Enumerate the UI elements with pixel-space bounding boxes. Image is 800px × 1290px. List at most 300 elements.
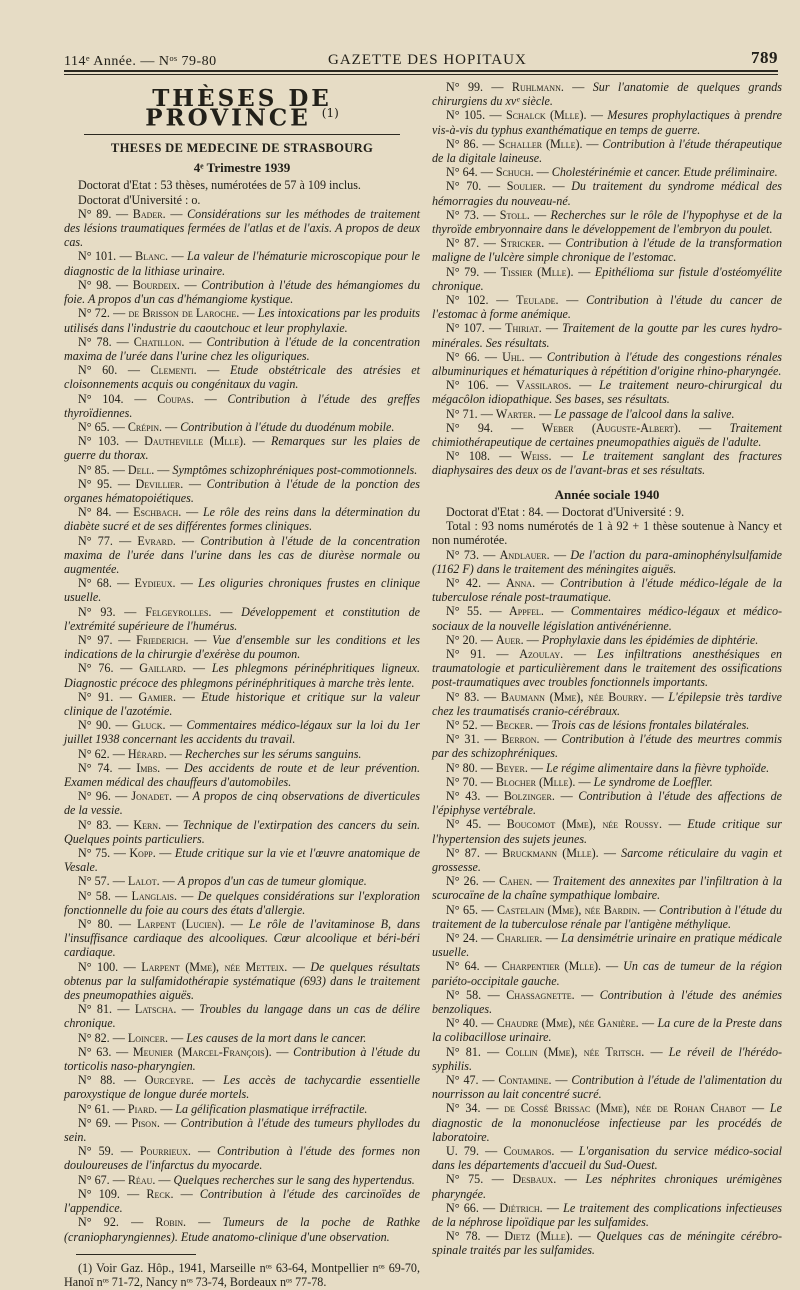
entry-title: Vue d'ensemble sur les conditions et les indications de la chirurgie d'exérèse du poumon.: [64, 632, 421, 662]
thesis-entry: N° 64. — Schuch. — Cholestérinémie et cancer. Etude préliminaire.: [446, 165, 778, 180]
entry-number: N° 80.: [446, 760, 478, 775]
entry-number: N° 66.: [446, 1200, 479, 1215]
entry-author: Bourdeix.: [132, 277, 180, 292]
entry-number: N° 95.: [78, 476, 113, 491]
thesis-entry: N° 31. — Berron. — Contribution à l'étude des meurtres commis par des schizophréniques.: [432, 732, 782, 761]
entry-author: Andlauer.: [499, 547, 550, 562]
entry-title: Prophylaxie dans les épidémies de diphtérie.: [541, 632, 759, 647]
entry-title: Contribution à l'étude du traitement de la tuberculose rénale par l'antigène méthylique.: [432, 902, 783, 931]
entry-author: Collin (Mme), née Tritsch.: [505, 1044, 645, 1059]
entry-author: Cahen.: [499, 874, 533, 889]
entry-title: Contribution à l'étude thérapeutique de la digitale laineuse.: [432, 136, 782, 166]
entry-author: Eschbach.: [133, 505, 182, 520]
entry-number: N° 57.: [78, 874, 110, 889]
thesis-entry: N° 47. — Contamine. — Contribution à l'étude de l'alimentation du nourrisson au lait concentré sucré.: [432, 1073, 783, 1102]
entry-title: Technique de l'extirpation des cancers du sein. Quelques points particuliers.: [64, 817, 421, 846]
entry-number: N° 98.: [78, 277, 112, 292]
entry-title: Le diagnostic de la mononucléose infectieuse par les procédés de laboratoire.: [432, 1101, 783, 1144]
entry-number: N° 58.: [446, 987, 482, 1002]
entry-number: N° 105.: [446, 108, 486, 123]
thesis-entry: N° 78. — Chatillon. — Contribution à l'étude de la concentration maxima de l'urée dans l'urine chez les oliguriques.: [64, 334, 421, 363]
entry-title: Contribution à l'étude des affections de l'épiphyse vertébrale.: [432, 788, 783, 818]
entry-author: Weiss.: [520, 449, 552, 464]
entry-number: N° 34.: [446, 1101, 481, 1116]
thesis-entry: N° 61. — Piard. — La gélification plasmatique irréfractile.: [78, 1101, 368, 1116]
entry-author: Berron.: [501, 732, 540, 747]
entry-author: Dell.: [127, 462, 155, 477]
entry-author: Soulier.: [506, 179, 546, 194]
thesis-entry: N° 26. — Cahen. — Traitement des annexites par l'infiltration à la scurocaïne de la chaîne sympathique lombaire.: [432, 874, 783, 903]
thesis-entry: N° 67. — Réau. — Quelques recherches sur le sang des hypertendus.: [78, 1172, 415, 1187]
thesis-entry: N° 104. — Coupas. — Contribution à l'étude des greffes thyroïdiennes.: [64, 391, 421, 420]
entry-author: Weber (Auguste-Albert).: [541, 420, 681, 435]
entry-number: N° 88.: [78, 1073, 116, 1088]
thesis-entry: N° 24. — Charlier. — La densimétrie urinaire en pratique médicale usuelle.: [432, 930, 783, 960]
thesis-entry: N° 65. — Crépin. — Contribution à l'étude du duodénum mobile.: [78, 419, 395, 434]
thesis-entry: N° 82. — Loincer. — Les causes de la mort dans le cancer.: [78, 1030, 367, 1045]
thesis-entry: N° 73. — Andlauer. — De l'action du para-aminophénylsulfamide (1162 F) dans le traitement des méningites aiguës.: [432, 547, 782, 576]
left-column: [64, 80, 420, 1290]
entry-title: Les oliguries chroniques frustes en clinique usuelle.: [64, 576, 421, 605]
entry-title: De quelques résultats obtenus par la sulfamidothérapie systématique (693) dans le traitement des pneumopathies aiguës.: [64, 959, 420, 1003]
entry-number: N° 85.: [78, 462, 110, 477]
thesis-entry: N° 65. — Castelain (Mme), née Bardin. — Contribution à l'étude du traitement de la tuberculose rénale par l'antigène méthylique.: [432, 902, 783, 931]
entry-title: Les causes de la mort dans le cancer.: [186, 1030, 367, 1045]
thesis-entry: N° 80. — Beyer. — Le régime alimentaire dans la fièvre typhoïde.: [446, 760, 770, 775]
entry-author: Beyer.: [495, 760, 528, 775]
entry-title: Contribution à l'étude du duodénum mobile.: [180, 419, 395, 434]
thesis-entry: N° 42. — Anna. — Contribution à l'étude médico-légale de la tuberculose rénale post-traumatique.: [432, 575, 783, 605]
entry-title: Contribution à l'étude du torticolis naso-pharyngien.: [64, 1044, 421, 1074]
page-number: 789: [751, 48, 778, 67]
entry-title: Tumeurs de la poche de Rathke (craniopharyngiennes). Etude anatomo-clinique d'une observation.: [64, 1215, 420, 1244]
entry-number: N° 67.: [78, 1172, 110, 1187]
entry-author: Loincer.: [127, 1030, 169, 1045]
entry-number: N° 77.: [78, 533, 113, 548]
entry-number: N° 55.: [446, 604, 483, 619]
entry-author: Warter.: [495, 406, 537, 421]
footnote: (1) Voir Gaz. Hôp., 1941, Marseille nᵒˢ 63-64, Montpellier nᵒˢ 69-70, Hanoï nᵒˢ 71-72, Nancy nᵒˢ 73-74, Bordeaux nᵒˢ 77-78.: [64, 1260, 420, 1290]
entry-author: Meunier (Marcel-François).: [132, 1044, 272, 1059]
entry-title: Contribution à l'étude des anémies benzoliques.: [432, 987, 783, 1016]
title-rule: [84, 134, 400, 135]
entry-number: N° 97.: [78, 632, 113, 647]
entry-number: N° 87.: [446, 236, 480, 251]
entry-title: Contribution à l'étude de la transformation maligne de l'ulcère simple chronique de l'estomac.: [432, 236, 783, 265]
entry-title: Le syndrome de Loeffler.: [593, 774, 713, 789]
entry-title: Du traitement du syndrome médical des hémorragies du nouveau-né.: [432, 179, 782, 208]
entry-title: Contribution à l'étude des meurtres commis par des schizophréniques.: [432, 732, 782, 761]
entry-number: N° 47.: [446, 1073, 479, 1088]
entry-number: N° 91.: [78, 689, 114, 704]
entry-author: Clementi.: [150, 363, 197, 378]
entry-author: Becker.: [495, 717, 534, 732]
thesis-entry: N° 63. — Meunier (Marcel-François). — Contribution à l'étude du torticolis naso-pharyngien.: [64, 1044, 421, 1074]
entry-title: Symptômes schizophréniques post-commotionnels.: [172, 462, 418, 477]
thesis-entry: N° 60. — Clementi. — Etude obstétricale des atrésies et cloisonnements acquis ou congénitaux du vagin.: [64, 363, 420, 392]
entry-title: Des accidents de route et de leur prévention. Examen médical des chauffeurs d'automobiles.: [64, 760, 420, 789]
entry-author: Dautheville (Mlle).: [144, 434, 247, 449]
stat-line: Doctorat d'Etat : 84. — Doctorat d'Université : 9.: [446, 504, 685, 519]
entry-author: Baumann (Mme), née Bourry.: [500, 689, 647, 704]
entry-author: Blocher (Mlle).: [495, 774, 576, 789]
entry-title: Les intoxications par les produits utilisés dans l'industrie du caoutchouc et leur prophylaxie.: [64, 306, 421, 335]
entry-title: Un cas de tumeur de la région pariéto-occipitale gauche.: [432, 959, 782, 988]
thesis-entry: N° 93. — Felgeyrolles. — Développement et constitution de l'extrémité supérieure de l'humérus.: [64, 604, 421, 633]
thesis-entry: U. 79. — Coumaros. — L'organisation du service médico-social dans les départements d'accueil du Sud-Ouest.: [432, 1144, 783, 1173]
entry-title: Les phlegmons périnéphritiques ligneux. Diagnostic précoce des phlegmons périnéphritiques à marche très lente.: [64, 661, 421, 690]
thesis-entry: N° 102. — Teulade. — Contribution à l'étude du cancer de l'estomac à forme anémique.: [432, 293, 782, 322]
entry-number: N° 78.: [78, 334, 112, 349]
thesis-entry: N° 59. — Pourrieux. — Contribution à l'étude des formes non douloureuses de l'infarctus du myocarde.: [64, 1144, 420, 1173]
entry-author: Contamine.: [498, 1073, 552, 1088]
entry-title: Le réveil de l'hérédo-syphilis.: [432, 1044, 783, 1073]
thesis-entry: N° 62. — Hérard. — Recherches sur les sérums sanguins.: [78, 746, 362, 761]
entry-author: Friederich.: [136, 632, 189, 647]
thesis-entry: N° 97. — Friederich. — Vue d'ensemble sur les conditions et les indications de la chirurgie d'exérèse du poumon.: [64, 632, 421, 662]
entry-author: Schaller (Mlle).: [498, 136, 583, 151]
entry-title: Contribution à l'étude de l'alimentation du nourrisson au lait concentré sucré.: [432, 1073, 783, 1102]
entry-author: Chatillon.: [133, 334, 185, 349]
stat-line: Total : 93 noms numérotés de 1 à 92 + 1 thèse soutenue à Nancy et non numérotée.: [432, 519, 782, 548]
thesis-entry: N° 106. — Vassilaros. — Le traitement neuro-chirurgical du mégacôlon idiopathique. Ses bases, ses résultats.: [432, 378, 783, 407]
entry-number: N° 73.: [446, 207, 480, 222]
entry-title: L'épilepsie très tardive chez les traumatisés cranio-cérébraux.: [432, 689, 783, 718]
running-header: [64, 48, 778, 72]
entry-number: N° 45.: [446, 817, 482, 832]
entry-author: Anna.: [506, 575, 536, 590]
entry-number: N° 83.: [78, 817, 112, 832]
entry-author: Kopp.: [129, 846, 156, 861]
entry-title: La valeur de l'hématurie microscopique pour le diagnostic de la lithiase urinaire.: [64, 249, 420, 278]
right-column: [432, 80, 782, 1258]
entry-title: Traitement de la goutte par les cures hydro-minérales. Ses résultats.: [432, 321, 783, 350]
entry-author: Appfel.: [509, 604, 544, 619]
header-rule-thin: [64, 74, 778, 75]
entry-number: N° 82.: [78, 1030, 110, 1045]
entry-number: N° 70.: [446, 774, 478, 789]
entry-author: Felgeyrolles.: [145, 604, 212, 619]
entry-author: Bader.: [132, 206, 166, 221]
thesis-entry: N° 20. — Auer. — Prophylaxie dans les épidémies de diphtérie.: [446, 632, 759, 647]
entry-author: Gluck.: [132, 718, 166, 733]
thesis-entry: N° 34. — de Cossé Brissac (Mme), née de Rohan Chabot — Le diagnostic de la mononucléose infectieuse par les procédés de laboratoire.: [432, 1101, 783, 1144]
thesis-entry: N° 85. — Dell. — Symptômes schizophréniques post-commotionnels.: [78, 462, 418, 477]
entry-number: N° 86.: [446, 136, 479, 151]
entry-author: Azoulay.: [519, 646, 564, 661]
entry-title: La densimétrie urinaire en pratique médicale usuelle.: [432, 930, 783, 960]
entry-number: N° 76.: [78, 661, 114, 676]
entry-number: N° 109.: [78, 1186, 120, 1201]
thesis-entry: N° 40. — Chaudre (Mme), née Ganière. — La cure de la Preste dans la colibacillose urinaire.: [432, 1016, 783, 1045]
entry-title: Troubles du langage dans un cas de délire chronique.: [64, 1002, 420, 1031]
entry-title: A propos de cinq observations de diverticules de la vessie.: [64, 789, 421, 818]
thesis-entry: N° 64. — Charpentier (Mlle). — Un cas de tumeur de la région pariéto-occipitale gauche.: [432, 959, 782, 988]
thesis-entry: N° 77. — Evrard. — Contribution à l'étude de la concentration maxima de l'urée dans l'urine dans les cas de diurèse normale ou augmentée.: [64, 533, 420, 576]
entry-number: N° 91.: [446, 646, 486, 661]
thesis-entry: N° 68. — Eydieux. — Les oliguries chroniques frustes en clinique usuelle.: [64, 576, 421, 605]
thesis-entry: N° 81. — Latscha. — Troubles du langage dans un cas de délire chronique.: [64, 1002, 420, 1031]
entry-author: Charpentier (Mlle).: [501, 959, 602, 974]
entry-author: Latscha.: [134, 1002, 177, 1017]
thesis-entry: N° 83. — Baumann (Mme), née Bourry. — L'épilepsie très tardive chez les traumatisés cranio-cérébraux.: [432, 689, 783, 718]
entry-title: Etude historique et critique sur la valeur clinique de l'azotémie.: [64, 689, 421, 718]
entry-author: Stricker.: [500, 236, 545, 251]
entry-author: Boucomot (Mme), née Roussy.: [506, 817, 662, 832]
entry-title: Contribution à l'étude de la concentration maxima de l'urée dans l'urine dans les cas de diurèse normale ou augmentée.: [64, 533, 420, 576]
entry-number: N° 87.: [446, 845, 480, 860]
entry-number: N° 107.: [446, 321, 485, 336]
thesis-entry: N° 96. — Jonadet. — A propos de cinq observations de diverticules de la vessie.: [64, 789, 421, 818]
entry-author: Desbaux.: [512, 1172, 557, 1187]
thesis-entry: N° 83. — Kern. — Technique de l'extirpation des cancers du sein. Quelques points particuliers.: [64, 817, 421, 846]
entry-title: Le rôle des reins dans la détermination du diabète sucré et de ses différentes formes cliniques.: [64, 505, 420, 534]
entry-author: Langlais.: [131, 888, 178, 903]
thesis-list: [432, 80, 782, 478]
entry-author: Ourceyre.: [144, 1073, 194, 1088]
entry-title: Commentaires médico-légaux sur la loi du 1er juillet 1938 concernant les accidents du travail.: [64, 718, 420, 747]
entry-number: N° 69.: [78, 1115, 111, 1130]
entry-number: N° 20.: [446, 632, 478, 647]
entry-title: Contribution à l'étude des formes non douloureuses de l'infarctus du myocarde.: [64, 1144, 420, 1173]
entry-number: N° 94.: [446, 420, 493, 435]
entry-number: N° 70.: [446, 179, 482, 194]
entry-author: Dietz (Mlle).: [504, 1229, 573, 1244]
entry-author: Ruhlmann.: [511, 80, 564, 94]
thesis-entry: N° 75. — Kopp. — Etude critique sur la vie et l'œuvre anatomique de Vesale.: [64, 846, 420, 875]
entry-number: N° 68.: [78, 576, 112, 591]
entry-author: Piard.: [127, 1101, 158, 1116]
entry-author: Robin.: [155, 1215, 187, 1230]
entry-number: N° 106.: [446, 378, 489, 393]
thesis-entry: N° 75. — Desbaux. — Les néphrites chroniques urémigènes pharyngée.: [432, 1172, 782, 1201]
entry-title: Le traitement des complications infectieuses de la néphrose lipoïdique par les sulfamides.: [432, 1200, 782, 1230]
entry-author: Diétrich.: [499, 1200, 543, 1215]
entry-title: Quelques recherches sur le sang des hypertendus.: [173, 1172, 415, 1187]
entry-author: Pison.: [131, 1115, 160, 1130]
entry-number: N° 75.: [78, 846, 111, 861]
entry-number: N° 42.: [446, 575, 482, 590]
entry-author: Crépin.: [127, 419, 163, 434]
entry-author: Bolzinger.: [503, 788, 555, 803]
entry-number: N° 108.: [446, 449, 490, 464]
thesis-entry: N° 105. — Schalck (Mlle). — Mesures prophylactiques à prendre vis-à-vis du typhus exanthématique en temps de guerre.: [432, 108, 782, 137]
entry-title: L'organisation du service médico-social dans les départements d'accueil du Sud-Ouest.: [432, 1144, 783, 1173]
entry-title: Le rôle de l'avitaminose B, dans l'insuffisance cardiaque des alcooliques. Cœur alcoolique et béri-béri cardiaque.: [64, 917, 421, 960]
thesis-entry: N° 70. — Soulier. — Du traitement du syndrome médical des hémorragies du nouveau-né.: [432, 179, 782, 208]
entry-number: N° 89.: [78, 206, 112, 221]
entry-author: Lalot.: [127, 874, 160, 889]
entry-author: Uhl.: [502, 349, 525, 364]
thesis-entry: N° 99. — Ruhlmann. — Sur l'anatomie de quelques grands chirurgiens du xvᵉ siècle.: [432, 80, 782, 109]
entry-author: Larpent (Lucien).: [137, 917, 225, 932]
entry-number: N° 75.: [446, 1172, 484, 1187]
entry-number: N° 52.: [446, 717, 478, 732]
entry-title: Contribution à l'étude des greffes thyroïdiennes.: [64, 391, 421, 420]
entry-number: N° 81.: [78, 1002, 113, 1017]
entry-number: N° 79.: [446, 264, 480, 279]
faculty-heading: THESES DE MEDECINE DE STRASBOURG: [110, 141, 374, 156]
entry-author: Jonadet.: [131, 789, 173, 804]
entry-title: Contribution à l'étude du cancer de l'estomac à forme anémique.: [432, 293, 782, 322]
entry-number: N° 93.: [78, 604, 116, 619]
entry-title: Les néphrites chroniques urémigènes pharyngée.: [432, 1172, 782, 1201]
entry-number: N° 66.: [446, 349, 480, 364]
entry-title: Le traitement neuro-chirurgical du mégacôlon idiopathique. Ses bases, ses résultats.: [432, 378, 783, 407]
entry-number: N° 65.: [446, 902, 479, 917]
entry-title: Trois cas de lésions frontales bilatérales.: [551, 717, 750, 732]
thesis-entry: N° 100. — Larpent (Mme), née Metteix. — De quelques résultats obtenus par la sulfamidothérapie systématique (693) dans le traitement des pneumopathies aiguës.: [64, 959, 420, 1003]
section-heading: Année sociale 1940: [554, 486, 660, 502]
entry-title: Quelques cas de méningite cérébro-spinale traités par les sulfamides.: [432, 1229, 783, 1258]
thesis-entry: N° 80. — Larpent (Lucien). — Le rôle de l'avitaminose B, dans l'insuffisance cardiaque des alcooliques. Cœur alcoolique et béri-béri cardiaque.: [64, 917, 421, 960]
entry-title: Contribution à l'étude médico-légale de la tuberculose rénale post-traumatique.: [432, 575, 783, 605]
entry-number: N° 96.: [78, 789, 111, 804]
entry-title: Le traitement sanglant des fractures diaphysaires des deux os de l'avant-bras et ses résultats.: [432, 449, 782, 478]
entry-title: Le passage de l'alcool dans la salive.: [554, 406, 735, 421]
entry-title: Remarques sur les plaies de guerre du thorax.: [64, 434, 420, 463]
entry-author: Thiriat.: [505, 321, 542, 336]
thesis-entry: N° 90. — Gluck. — Commentaires médico-légaux sur la loi du 1er juillet 1938 concernant les accidents du travail.: [64, 718, 420, 747]
entry-title: Recherches sur le rôle de l'hypophyse et de la thyroïde embryonnaire dans le développement de l'embryon du poulet.: [432, 207, 782, 237]
thesis-entry: N° 70. — Blocher (Mlle). — Le syndrome de Loeffler.: [446, 774, 713, 789]
entry-title: Traitement des annexites par l'infiltration à la scurocaïne de la chaîne sympathique lombaire.: [432, 874, 783, 903]
entry-author: Reck.: [146, 1186, 174, 1201]
entry-title: De l'action du para-aminophénylsulfamide (1162 F) dans le traitement des méningites aiguës.: [432, 547, 782, 576]
header-rule: [64, 70, 778, 72]
entry-author: Schalck (Mlle).: [506, 108, 587, 123]
entry-author: Chaudre (Mme), née Ganière.: [496, 1016, 639, 1031]
thesis-entry: N° 72. — de Brisson de Laroche. — Les intoxications par les produits utilisés dans l'industrie du caoutchouc et leur prophylaxie.: [64, 306, 421, 335]
entry-title: Contribution à l'étude des congestions rénales albuminuriques et hématuriques à répétition d'origine rhino-pharyngée.: [432, 349, 783, 379]
entry-title: Sur l'anatomie de quelques grands chirurgiens du xvᵉ siècle.: [432, 80, 782, 109]
entry-author: Gaillard.: [139, 661, 187, 676]
entry-author: Gamier.: [138, 689, 177, 704]
stat-line: Doctorat d'Etat : 53 thèses, numérotées de 57 à 109 inclus.: [78, 178, 361, 193]
entry-number: N° 101.: [78, 249, 117, 264]
thesis-entry: N° 52. — Becker. — Trois cas de lésions frontales bilatérales.: [446, 717, 750, 732]
issue-label: 114ᵉ Année. — Nᵒˢ 79-80: [64, 54, 217, 69]
entry-number: N° 102.: [446, 293, 489, 308]
thesis-entry: N° 107. — Thiriat. — Traitement de la goutte par les cures hydro-minérales. Ses résultats.: [432, 321, 783, 350]
entry-title: Contribution à l'étude des carcinoïdes de l'appendice.: [64, 1186, 420, 1216]
entry-title: La cure de la Preste dans la colibacillose urinaire.: [432, 1016, 783, 1045]
entry-title: Développement et constitution de l'extrémité supérieure de l'humérus.: [64, 604, 421, 633]
entry-author: de Brisson de Laroche.: [128, 306, 240, 321]
entry-number: N° 72.: [78, 306, 110, 321]
thesis-entry: N° 108. — Weiss. — Le traitement sanglant des fractures diaphysaires des deux os de l'avant-bras et ses résultats.: [432, 449, 782, 478]
entry-title: Contribution à l'étude de la ponction des organes hématopoiétiques.: [64, 476, 421, 505]
entry-number: N° 59.: [78, 1144, 114, 1159]
entry-number: N° 90.: [78, 718, 112, 733]
thesis-entry: N° 73. — Stoll. — Recherches sur le rôle de l'hypophyse et de la thyroïde embryonnaire dans le développement de l'embryon du poulet.: [432, 207, 782, 237]
entry-number: N° 63.: [78, 1044, 112, 1059]
entry-number: N° 64.: [446, 165, 478, 180]
entry-author: Teulade.: [516, 293, 559, 308]
entry-title: Traitement chimiothérapeutique de certaines pneumopathies aiguës de l'adulte.: [432, 420, 783, 450]
footnote-marker: (1): [321, 106, 339, 121]
thesis-entry: N° 94. — Weber (Auguste-Albert). — Traitement chimiothérapeutique de certaines pneumopathies aiguës de l'adulte.: [432, 420, 783, 450]
entry-title: Considérations sur les méthodes de traitement des lésions traumatiques fermées de l'atlas et de l'axis. A propos de deux cas.: [64, 206, 420, 250]
thesis-entry: N° 91. — Gamier. — Etude historique et critique sur la valeur clinique de l'azotémie.: [64, 689, 421, 718]
entry-author: Vassilaros.: [516, 378, 572, 393]
thesis-entry: N° 69. — Pison. — Contribution à l'étude des tumeurs phyllodes du sein.: [64, 1115, 420, 1145]
entry-author: Coupas.: [157, 391, 194, 406]
entry-number: N° 31.: [446, 732, 480, 747]
entry-title: Sarcome réticulaire du vagin et grossesse.: [432, 845, 782, 874]
entry-number: N° 92.: [78, 1215, 119, 1230]
entry-number: N° 43.: [446, 788, 481, 803]
main-title: THÈSES DE PROVINCE $^{(1)}$: [145, 85, 339, 132]
entry-author: Larpent (Mme), née Metteix.: [141, 959, 288, 974]
entry-author: Coumaros.: [503, 1144, 555, 1159]
entry-author: Eydieux.: [134, 576, 176, 591]
entry-number: N° 24.: [446, 930, 478, 945]
stat-line: Doctorat d'Université : o.: [78, 192, 201, 207]
thesis-entry: N° 103. — Dautheville (Mlle). — Remarques sur les plaies de guerre du thorax.: [64, 434, 420, 463]
thesis-entry: N° 76. — Gaillard. — Les phlegmons périnéphritiques ligneux. Diagnostic précoce des phlegmons périnéphritiques à marche très lente.: [64, 661, 421, 690]
thesis-entry: N° 57. — Lalot. — A propos d'un cas de tumeur glomique.: [78, 874, 367, 889]
entry-author: Castelain (Mme), née Bardin.: [496, 902, 641, 917]
thesis-list: [432, 548, 782, 1258]
thesis-entry: N° 95. — Devillier. — Contribution à l'étude de la ponction des organes hématopoiétiques.: [64, 476, 421, 505]
entry-author: Auer.: [495, 632, 524, 647]
entry-number: N° 78.: [446, 1229, 481, 1244]
entry-title: Les infiltrations anesthésiques en traumatologie et particulièrement dans le traitement des ossifications post-traumatiques avec troubles fonctionnels importants.: [432, 646, 782, 690]
entry-number: N° 65.: [78, 419, 110, 434]
footnote-rule: [76, 1254, 196, 1255]
entry-title: Etude critique sur l'hypertension des sujets jeunes.: [432, 817, 783, 846]
entry-number: U. 79.: [446, 1144, 479, 1159]
thesis-entry: N° 81. — Collin (Mme), née Tritsch. — Le réveil de l'hérédo-syphilis.: [432, 1044, 783, 1073]
entry-author: Bruckmann (Mlle).: [502, 845, 599, 860]
entry-author: Kern.: [133, 817, 162, 832]
entry-author: Stoll.: [499, 207, 530, 222]
entry-number: N° 71.: [446, 406, 478, 421]
entry-title: De quelques considérations sur l'exploration fonctionnelle du foie au cours des états d'allergie.: [64, 888, 420, 917]
entry-author: Blanc.: [135, 249, 169, 264]
section-heading: 4ᵉ Trimestre 1939: [193, 160, 291, 176]
thesis-entry: N° 74. — Imbs. — Des accidents de route et de leur prévention. Examen médical des chauffeurs d'automobiles.: [64, 760, 420, 789]
thesis-entry: N° 66. — Uhl. — Contribution à l'étude des congestions rénales albuminuriques et hématuriques à répétition d'origine rhino-pharyngée.: [432, 349, 783, 379]
thesis-entry: N° 89. — Bader. — Considérations sur les méthodes de traitement des lésions traumatiques fermées de l'atlas et de l'axis. A propos de deux cas.: [64, 206, 420, 250]
entry-author: Evrard.: [137, 533, 176, 548]
journal-name: GAZETTE DES HOPITAUX: [328, 52, 527, 68]
thesis-entry: N° 66. — Diétrich. — Le traitement des complications infectieuses de la néphrose lipoïdique par les sulfamides.: [432, 1200, 782, 1230]
entry-number: N° 73.: [446, 547, 479, 562]
entry-number: N° 60.: [78, 363, 118, 378]
entry-author: de Cossé Brissac (Mme), née de Rohan Chabot: [504, 1101, 747, 1116]
thesis-entry: N° 58. — Chassagnette. — Contribution à l'étude des anémies benzoliques.: [432, 987, 783, 1016]
entry-author: Imbs.: [136, 760, 161, 775]
entry-number: N° 83.: [446, 689, 480, 704]
thesis-entry: N° 84. — Eschbach. — Le rôle des reins dans la détermination du diabète sucré et de ses différentes formes cliniques.: [64, 505, 420, 534]
entry-number: N° 99.: [446, 80, 484, 94]
entry-number: N° 104.: [78, 391, 124, 406]
entry-title: Commentaires médico-légaux et médico-sociaux de la nouvelle législation antivénérienne.: [432, 604, 783, 633]
thesis-entry: N° 91. — Azoulay. — Les infiltrations anesthésiques en traumatologie et particulièrement dans le traitement des ossifications post-traumatiques avec troubles fonctionnels importants.: [432, 646, 782, 690]
entry-number: N° 26.: [446, 874, 479, 889]
entry-title: Contribution à l'étude de la concentration maxima de l'urée dans l'urine chez les oliguriques.: [64, 334, 421, 363]
entry-title: Cholestérinémie et cancer. Etude préliminaire.: [551, 165, 778, 180]
entry-number: N° 58.: [78, 888, 111, 903]
entry-author: Hérard.: [127, 746, 167, 761]
thesis-entry: N° 78. — Dietz (Mlle). — Quelques cas de méningite cérébro-spinale traités par les sulfamides.: [432, 1229, 783, 1258]
thesis-entry: N° 55. — Appfel. — Commentaires médico-légaux et médico-sociaux de la nouvelle législation antivénérienne.: [432, 604, 783, 633]
entry-number: N° 74.: [78, 760, 113, 775]
entry-author: Chassagnette.: [506, 987, 575, 1002]
thesis-entry: N° 92. — Robin. — Tumeurs de la poche de Rathke (craniopharyngiennes). Etude anatomo-clinique d'une observation.: [64, 1215, 420, 1244]
